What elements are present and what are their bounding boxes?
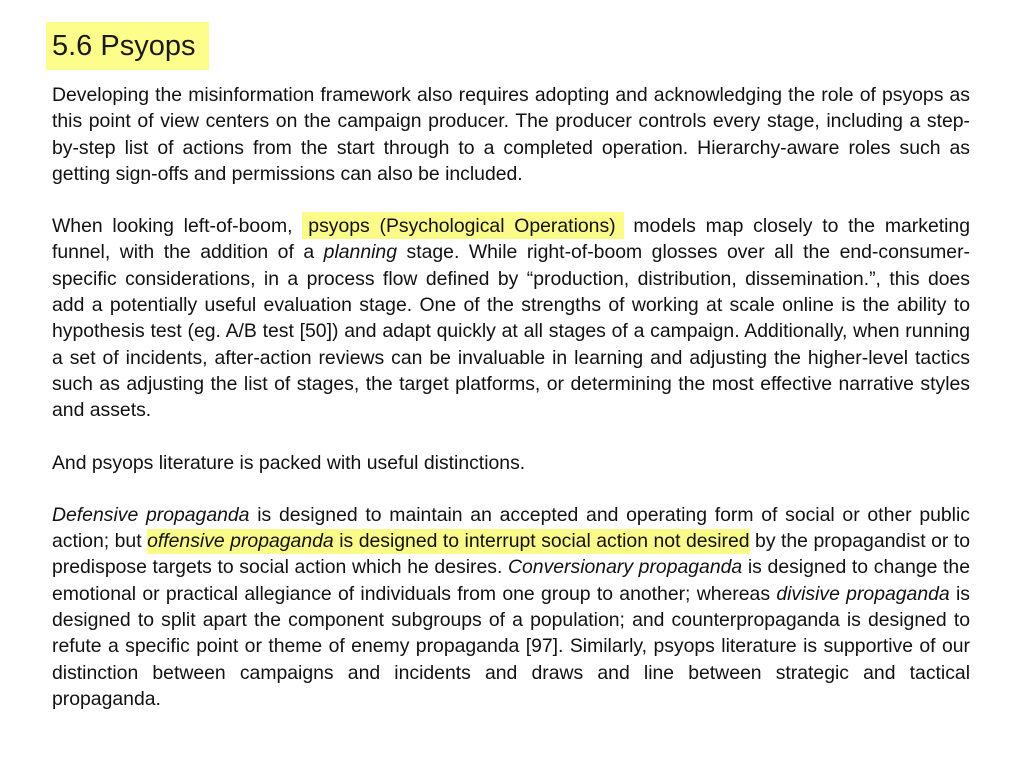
paragraph-left-of-boom: [52, 213, 970, 423]
paragraph-text-2: by the propagandist or to predispose targets to social action which he desires.: [52, 530, 970, 579]
section-heading: 5.6 Psyops: [46, 22, 209, 70]
paragraph-text: And psyops literature is packed with useful distinctions.: [52, 451, 526, 474]
highlighted-psyops-term: psyops (Psychological Operations): [302, 214, 623, 239]
paragraph-text-start: When looking left-of-boom,: [52, 215, 303, 238]
paragraph-text-4: is designed to split apart the component subgroups of a population; and counterpropaganda is designed to refute a specific point or theme of enemy propaganda [97]. Similarly, psyops literature is supportive of our distinction between campaigns and incidents and draws and line between strategic and tactical propaganda.: [52, 582, 970, 710]
highlighted-text: is designed to interrupt social action not desired: [333, 530, 750, 553]
highlighted-offensive-propaganda: [147, 529, 749, 554]
emphasis-defensive-propaganda: Defensive propaganda: [52, 503, 250, 526]
emphasis-planning: planning: [323, 241, 397, 264]
paragraph-text: Developing the misinformation framework also requires adopting and acknowledging the role of psyops as this point of view centers on the campaign producer. The producer controls every stage, including a step-by-step list of actions from the start through to a completed operation. Hierarchy-aware roles such as getting sign-offs and permissions can also be included.: [52, 84, 970, 185]
paragraph-text-mid: models map closely to the marketing funnel, with the addition of a: [52, 215, 970, 264]
emphasis-conversionary-propaganda: Conversionary propaganda: [508, 556, 743, 579]
paragraph-text-rest: stage. While right-of-boom glosses over all the end-consumer-specific considerations, in a process flow defined by “production, distribution, dissemination.”, this does add a potentially useful evaluation stage. One of the strengths of working at scale online is the ability to hypothesis test (eg. A/B test [50]) and adapt quickly at all stages of a campaign. Additionally, when running a set of incidents, after-action reviews can be invaluable in learning and adjusting the higher-level tactics such as adjusting the list of stages, the target platforms, or determining the most effective narrative styles and assets.: [52, 241, 970, 422]
paragraph-propaganda-types: [52, 502, 970, 712]
paragraph-distinctions: [52, 450, 970, 476]
emphasis-divisive-propaganda: divisive propaganda: [776, 582, 950, 605]
emphasis-offensive-propaganda: offensive propaganda: [147, 530, 334, 553]
paragraph-text-1: is designed to maintain an accepted and operating form of social or other public action; but: [52, 503, 970, 553]
paragraph-text-3: is designed to change the emotional or practical allegiance of individuals from one group to another; whereas: [52, 556, 970, 605]
document-page: [52, 0, 970, 712]
paragraph-psyops-role: [52, 82, 970, 187]
